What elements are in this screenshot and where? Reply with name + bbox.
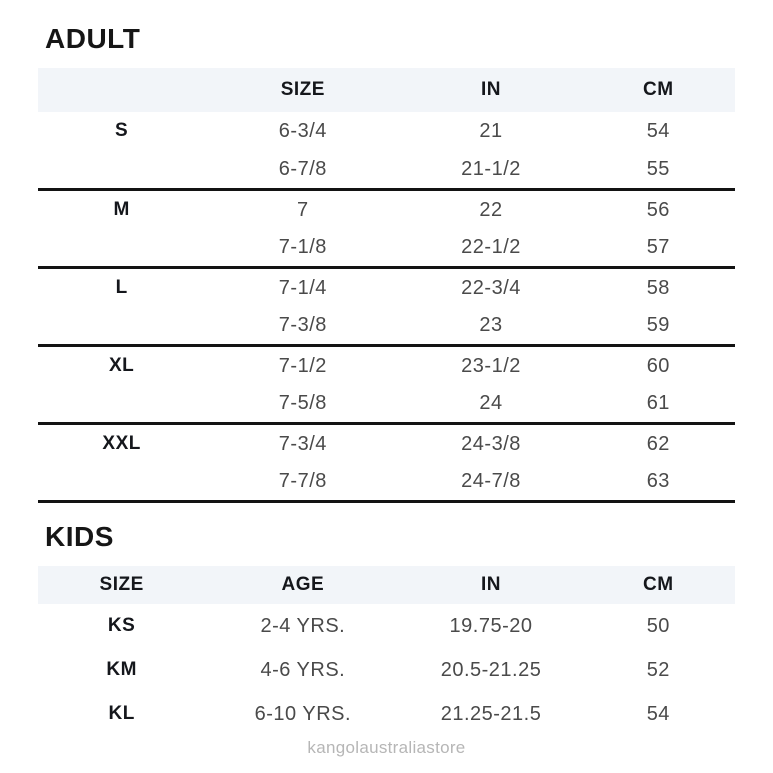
kids-value-cell: 2-4 YRS.	[260, 614, 346, 637]
adult-value-cell: 63	[582, 463, 735, 502]
adult-value-cell: 7-3/4	[278, 432, 327, 455]
adult-table-row	[38, 151, 735, 190]
adult-value-cell: 7-1/4	[278, 276, 327, 299]
adult-value-cell: 54	[646, 119, 670, 142]
adult-value-cell: 23	[400, 307, 581, 346]
kids-value-cell: 52	[646, 658, 670, 681]
adult-value-cell: 7-5/8	[205, 385, 400, 424]
adult-value-cell: 6-3/4	[278, 119, 327, 142]
adult-table-row	[38, 463, 735, 502]
adult-header-cell: CM	[582, 68, 735, 112]
kids-size-label: KS	[107, 615, 136, 637]
adult-value-cell: 59	[582, 307, 735, 346]
kids-header-cell: SIZE	[38, 566, 205, 604]
adult-table-row	[38, 190, 735, 229]
kids-table-header	[38, 566, 735, 604]
kids-value-cell: 21.25-21.5	[440, 702, 542, 725]
adult-value-cell: 7-1/8	[205, 229, 400, 268]
kids-value-cell: 50	[646, 614, 670, 637]
store-watermark: kangolaustraliastore	[307, 738, 466, 758]
adult-value-cell: 21	[479, 119, 503, 142]
adult-value-cell: 60	[646, 354, 670, 377]
kids-value-cell: 54	[646, 702, 670, 725]
kids-header-cell: AGE	[205, 566, 400, 604]
adult-value-cell: 7	[297, 198, 309, 221]
adult-header-row	[38, 68, 735, 112]
kids-header-cell: CM	[582, 566, 735, 604]
adult-size-label	[38, 229, 205, 268]
adult-size-label	[38, 151, 205, 190]
adult-size-label: XL	[108, 355, 135, 377]
adult-size-label: L	[115, 277, 128, 299]
adult-value-cell: 22-3/4	[461, 276, 521, 299]
adult-size-label	[38, 463, 205, 502]
kids-size-table	[38, 566, 735, 736]
adult-size-label: M	[113, 199, 130, 221]
adult-table-body	[38, 112, 735, 502]
adult-size-label	[38, 307, 205, 346]
adult-value-cell: 62	[646, 432, 670, 455]
kids-section-title: KIDS	[45, 521, 114, 553]
adult-size-label: XXL	[102, 433, 141, 455]
kids-table-row	[38, 648, 735, 692]
adult-value-cell: 58	[646, 276, 670, 299]
kids-size-label: KM	[106, 659, 137, 681]
adult-value-cell: 23-1/2	[461, 354, 521, 377]
kids-header-cell: IN	[400, 566, 581, 604]
adult-value-cell: 7-7/8	[205, 463, 400, 502]
adult-value-cell: 57	[582, 229, 735, 268]
adult-table-row	[38, 229, 735, 268]
adult-value-cell: 22	[479, 198, 503, 221]
adult-header-cell	[38, 68, 205, 112]
adult-size-label: S	[115, 120, 129, 142]
adult-table-row	[38, 346, 735, 385]
adult-section-title: ADULT	[45, 23, 141, 54]
adult-header-cell: SIZE	[205, 68, 400, 112]
kids-value-cell: 4-6 YRS.	[260, 658, 346, 681]
kids-table-row	[38, 604, 735, 648]
adult-table-row	[38, 385, 735, 424]
adult-header-cell: IN	[400, 68, 581, 112]
kids-header-row	[38, 566, 735, 604]
adult-table-row	[38, 112, 735, 151]
adult-value-cell: 6-7/8	[205, 151, 400, 190]
adult-table-row	[38, 424, 735, 463]
adult-value-cell: 61	[582, 385, 735, 424]
adult-value-cell: 7-1/2	[278, 354, 327, 377]
adult-value-cell: 22-1/2	[400, 229, 581, 268]
adult-value-cell: 56	[646, 198, 670, 221]
kids-value-cell: 19.75-20	[449, 614, 533, 637]
adult-value-cell: 24	[400, 385, 581, 424]
adult-value-cell: 24-7/8	[400, 463, 581, 502]
kids-table-body	[38, 604, 735, 736]
adult-value-cell: 24-3/8	[461, 432, 521, 455]
adult-value-cell: 21-1/2	[400, 151, 581, 190]
kids-value-cell: 20.5-21.25	[440, 658, 542, 681]
adult-value-cell: 7-3/8	[205, 307, 400, 346]
adult-size-table	[38, 68, 735, 504]
kids-value-cell: 6-10 YRS.	[254, 702, 352, 725]
adult-table-row	[38, 268, 735, 307]
adult-table-row	[38, 307, 735, 346]
kids-size-label: KL	[108, 703, 135, 725]
adult-value-cell: 55	[582, 151, 735, 190]
adult-table-header	[38, 68, 735, 112]
adult-size-label	[38, 385, 205, 424]
kids-table-row	[38, 692, 735, 736]
